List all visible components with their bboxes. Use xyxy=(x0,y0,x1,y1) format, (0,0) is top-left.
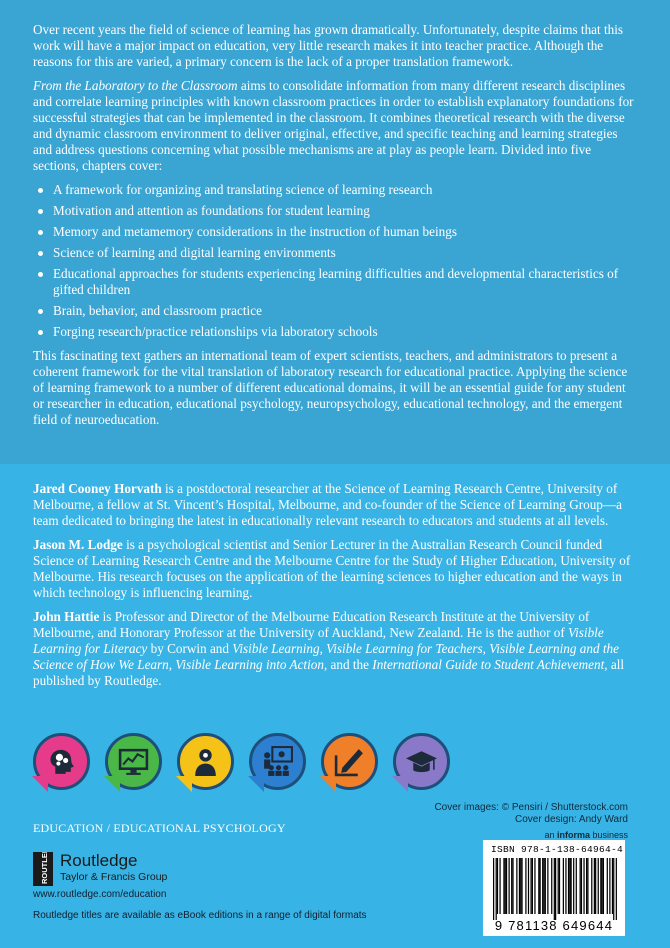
author-name: Jason M. Lodge xyxy=(33,537,123,552)
barcode-bar xyxy=(568,858,569,914)
routledge-logo xyxy=(33,852,53,886)
chapter-list xyxy=(33,182,638,340)
topic-icons xyxy=(33,733,463,797)
barcode-bar xyxy=(503,858,504,914)
barcode-bar xyxy=(521,858,522,914)
barcode-bar xyxy=(512,858,513,914)
barcode-bar xyxy=(545,858,546,914)
barcode-bar xyxy=(573,858,574,914)
author-bios xyxy=(33,481,638,697)
barcode-bar xyxy=(543,858,544,914)
head-gears-icon xyxy=(33,733,90,790)
barcode-bar xyxy=(530,858,531,914)
barcode-bar xyxy=(580,858,581,914)
svg-text:ROUTLEDGE: ROUTLEDGE xyxy=(40,852,49,884)
subject-category: EDUCATION / EDUCATIONAL PSYCHOLOGY xyxy=(33,821,286,835)
graduation-cap-icon xyxy=(393,733,450,790)
bullet-icon xyxy=(38,309,43,314)
person-gear-icon xyxy=(177,733,234,790)
barcode-bar xyxy=(493,858,494,920)
barcode-bar xyxy=(613,858,614,920)
barcode-bar xyxy=(587,858,588,914)
isbn-barcode xyxy=(483,840,625,936)
intro-paragraph: Over recent years the field of science of learning has grown dramatically. Unfortunately, despite claims that this work will have a major impact on education, very little research makes it into teacher practice. Although the reasons for this are varied, a primary concern is the lack of a proper translation framework. xyxy=(33,22,624,69)
barcode-bar xyxy=(516,858,517,914)
ebook-note: Routledge titles are available as eBook editions in a range of digital formats xyxy=(33,910,367,921)
barcode-bar xyxy=(595,858,596,914)
aims-paragraph: From the Laboratory to the Classroom aims to consolidate information from many different research disciplines and correlate learning principles with known classroom practices in order to establish explanatory foundations for successful strategies that can be implemented in the classroom. It combines theoretical research with the diverse and dynamic classroom environment to deliver original, effective, and specific teaching and learning strategies and address questions concerning what possible mechanisms are at play as people learn. Divided into five sections, chapters cover: xyxy=(33,78,634,173)
bullet-icon xyxy=(38,330,43,335)
barcode-bar xyxy=(551,858,552,914)
barcode-bar xyxy=(506,858,507,914)
barcode-bar xyxy=(565,858,566,914)
bubble-tail xyxy=(104,776,120,792)
barcode-bar xyxy=(569,858,570,914)
chapter-item: Brain, behavior, and classroom practice xyxy=(33,303,638,319)
barcode-bar xyxy=(602,858,603,914)
isbn-label: ISBN 978-1-138-64964-4 xyxy=(491,844,624,855)
summary-paragraph: This fascinating text gathers an international team of expert scientists, teachers, and administrators to present a coherent framework for the vital translation of laboratory research for educational practice. Applying the science of learning framework to a number of different educational domains, it will be an essential guide for any student or researcher in education, educational psychology, neuropsychology, educational technology, and the emergent field of neuroeducation. xyxy=(33,348,628,427)
barcode-bar xyxy=(586,858,587,914)
bubble-tail xyxy=(32,776,48,792)
barcode-bar xyxy=(612,858,613,914)
barcode-bar xyxy=(525,858,526,914)
author-name: John Hattie xyxy=(33,609,100,624)
barcode-bar xyxy=(497,858,498,914)
barcode-bar xyxy=(583,858,584,914)
barcode-bar xyxy=(591,858,592,914)
bullet-icon xyxy=(38,230,43,235)
author-name: Jared Cooney Horvath xyxy=(33,481,162,496)
chapter-item: Science of learning and digital learning environments xyxy=(33,245,638,261)
bullet-icon xyxy=(38,209,43,214)
bubble-tail xyxy=(248,776,264,792)
chapter-item: Educational approaches for students experiencing learning difficulties and developmental characteristics of gifted children xyxy=(33,266,638,298)
isbn-number: 9 781138 649644 xyxy=(494,918,614,933)
bubble-tail xyxy=(392,776,408,792)
barcode-bar xyxy=(558,858,559,914)
barcode-bar xyxy=(598,858,599,914)
chapter-item: Motivation and attention as foundations for student learning xyxy=(33,203,638,219)
barcode-bar xyxy=(505,858,506,914)
author-bio: Jason M. Lodge is a psychological scientist and Senior Lecturer in the Australian Research Council funded Science of Learning Research Centre and the Melbourne Centre for the Study of Higher Education, University of Melbourne. His research focuses on the application of the learning sciences to higher education and the ways in which technology is influencing learning. xyxy=(33,537,631,600)
barcode-bar xyxy=(571,858,572,914)
barcode-bar xyxy=(532,858,533,914)
barcode-bar xyxy=(555,858,556,920)
author-bio: John Hattie is Professor and Director of the Melbourne Education Research Institute at the University of Melbourne, and Honorary Professor at the University of Auckland, New Zealand. He is the author of Visible Learning for Literacy by Corwin and Visible Learning, Visible Learning for Teachers, Visible Learning and the Science of How We Learn, Visible Learning into Action, and the International Guide to Student Achievement, all published by Routledge. xyxy=(33,609,625,688)
barcode-bar xyxy=(540,858,541,914)
pencil-paper-icon xyxy=(321,733,378,790)
publisher-url: www.routledge.com/education xyxy=(33,889,167,900)
author-bio: Jared Cooney Horvath is a postdoctoral researcher at the Science of Learning Research Centre, University of Melbourne, a fellow at St. Vincent’s Hospital, Melbourne, and co-founder of the Science of Learning Group—a team dedicated to bringing the latest in educationally relevant research to educators and students at all levels. xyxy=(33,481,622,528)
teacher-board-icon xyxy=(249,733,306,790)
bullet-icon xyxy=(38,188,43,193)
bullet-icon xyxy=(38,251,43,256)
bubble-tail xyxy=(320,776,336,792)
cover-credits xyxy=(434,802,628,826)
book-title: From the Laboratory to the Classroom xyxy=(33,78,238,93)
barcode-bar xyxy=(581,858,582,914)
barcode-bar xyxy=(609,858,610,914)
cover-design-credit: Cover design: Andy Ward xyxy=(514,814,628,825)
barcode-bar xyxy=(563,858,564,914)
chart-monitor-icon xyxy=(105,733,162,790)
bullet-icon xyxy=(38,272,43,277)
barcode-bar xyxy=(511,858,512,914)
barcode-bar xyxy=(534,858,535,914)
chapter-item: Memory and metamemory considerations in the instruction of human beings xyxy=(33,224,638,240)
barcode-bar xyxy=(600,858,601,914)
chapter-item: A framework for organizing and translating science of learning research xyxy=(33,182,638,198)
barcode-bar xyxy=(607,858,608,914)
barcode-bar xyxy=(554,858,555,920)
barcode-bar xyxy=(616,858,617,920)
barcode-bar xyxy=(559,858,560,914)
barcode-bar xyxy=(538,858,539,914)
barcode-bar xyxy=(509,858,510,914)
barcode-bars xyxy=(493,858,617,920)
cover-images-credit: Cover images: © Pensiri / Shutterstock.com xyxy=(434,802,628,813)
description-text xyxy=(33,22,638,436)
barcode-bar xyxy=(528,858,529,914)
barcode-bar xyxy=(576,858,577,914)
barcode-bar xyxy=(547,858,548,914)
barcode-bar xyxy=(594,858,595,914)
chapter-item: Forging research/practice relationships via laboratory schools xyxy=(33,324,638,340)
bubble-tail xyxy=(176,776,192,792)
publisher-group: Taylor & Francis Group xyxy=(60,871,168,883)
barcode-bar xyxy=(520,858,521,914)
barcode-bar xyxy=(519,858,520,914)
publisher-name: Routledge xyxy=(60,851,138,870)
barcode-bar xyxy=(499,858,500,914)
informa-line: an informa business xyxy=(544,830,628,840)
barcode-bar xyxy=(542,858,543,914)
barcode-bar xyxy=(603,858,604,914)
barcode-bar xyxy=(496,858,497,920)
